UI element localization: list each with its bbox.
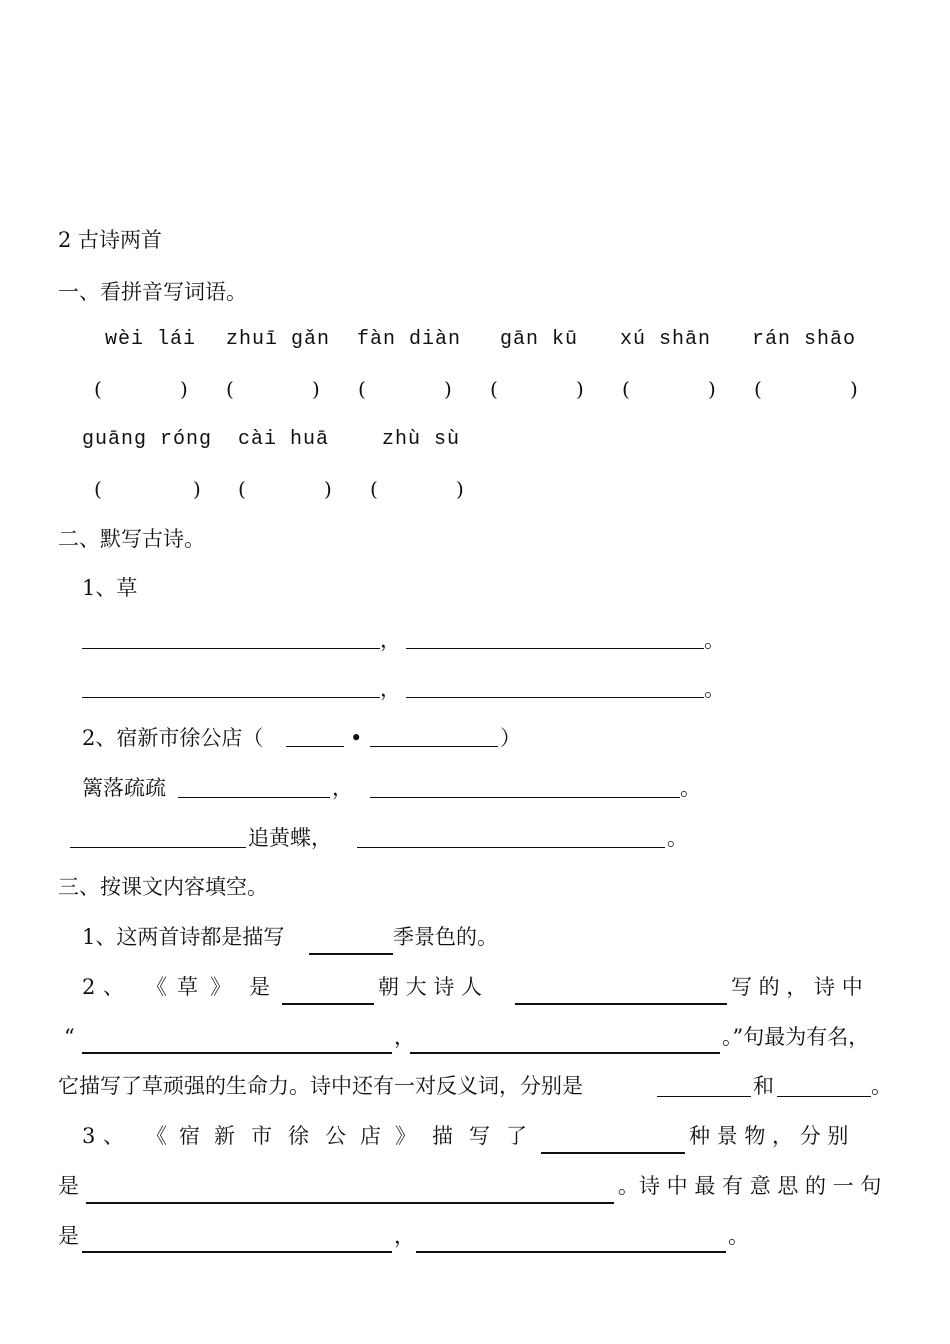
paren-close: ）: [500, 726, 521, 750]
q2-text: 写 的 ， 诗 中: [731, 975, 863, 999]
answer-paren-open: (: [754, 377, 762, 401]
q3-char: 3: [82, 1124, 96, 1148]
q3-char: 公: [325, 1124, 346, 1148]
blank-line[interactable]: [70, 847, 246, 848]
answer-paren-open: (: [622, 377, 630, 401]
q3-char: 、: [103, 1124, 124, 1148]
q2-text: 和: [753, 1074, 774, 1098]
q3-char: 店: [360, 1124, 381, 1148]
poem-2-title: 2、宿新市徐公店（: [82, 726, 264, 750]
q2-char: 》: [210, 975, 231, 999]
blank-line[interactable]: [82, 1052, 392, 1054]
blank-line[interactable]: [416, 1251, 726, 1253]
pinyin-item: wèi lái: [105, 328, 197, 351]
answer-paren-close: ): [324, 477, 332, 501]
question-1-text: 季景色的。: [393, 925, 498, 949]
page-title: 2 古诗两首: [58, 228, 163, 252]
punct-period: 。: [667, 826, 688, 850]
q3-text: 是: [58, 1174, 79, 1198]
punct-comma: ，: [332, 776, 353, 800]
answer-paren-close: ): [850, 377, 858, 401]
question-1-text: 1、这两首诗都是描写: [82, 925, 285, 949]
dot-separator: •: [350, 726, 363, 750]
answer-paren-close: ): [456, 477, 464, 501]
punct-period: 。: [680, 776, 701, 800]
blank-line[interactable]: [515, 1003, 727, 1005]
poem-line-start: 篱落疏疏: [82, 776, 166, 800]
q2-text: 它描写了草顽强的生命力。诗中还有一对反义词，分别是: [58, 1074, 583, 1098]
pinyin-item: fàn diàn: [357, 328, 462, 351]
answer-paren-open: (: [238, 477, 246, 501]
pinyin-item: guāng róng: [82, 428, 213, 451]
answer-paren-close: ): [312, 377, 320, 401]
answer-paren-close: ): [444, 377, 452, 401]
q2-char: 是: [249, 975, 270, 999]
blank-line[interactable]: [82, 697, 380, 698]
section-2-heading: 二、默写古诗。: [58, 527, 205, 551]
blank-line[interactable]: [370, 746, 498, 747]
q3-text: 。诗 中 最 有 意 思 的 一 句: [618, 1174, 882, 1198]
blank-line[interactable]: [82, 648, 380, 649]
blank-line[interactable]: [406, 697, 704, 698]
punct-comma: ，: [380, 677, 401, 701]
answer-paren-open: (: [226, 377, 234, 401]
q3-text: 种 景 物 ， 分 别: [689, 1124, 849, 1148]
quote-open: “: [64, 1025, 75, 1049]
answer-paren-open: (: [94, 377, 102, 401]
blank-line[interactable]: [309, 953, 393, 955]
blank-line[interactable]: [82, 1251, 392, 1253]
q3-char: 市: [251, 1124, 272, 1148]
answer-paren-close: ): [576, 377, 584, 401]
q3-char: 徐: [288, 1124, 309, 1148]
section-1-heading: 一、看拼音写词语。: [58, 280, 247, 304]
answer-paren-open: (: [490, 377, 498, 401]
blank-line[interactable]: [406, 648, 704, 649]
pinyin-item: xú shān: [620, 328, 712, 351]
section-3-heading: 三、按课文内容填空。: [58, 875, 268, 899]
q3-char: 了: [506, 1124, 527, 1148]
q3-char: 》: [395, 1124, 416, 1148]
blank-line[interactable]: [178, 797, 330, 798]
blank-line[interactable]: [777, 1096, 871, 1097]
q2-char: 《: [146, 975, 167, 999]
blank-line[interactable]: [282, 1003, 374, 1005]
punct-period: 。: [871, 1074, 892, 1098]
q3-text: 是: [58, 1224, 79, 1248]
q3-char: 《: [146, 1124, 167, 1148]
blank-line[interactable]: [370, 797, 680, 798]
blank-line[interactable]: [286, 746, 344, 747]
punct-period: 。: [728, 1224, 749, 1248]
answer-paren-open: (: [370, 477, 378, 501]
blank-line[interactable]: [86, 1202, 614, 1204]
answer-paren-close: ): [708, 377, 716, 401]
q2-text: 朝 大 诗 人: [378, 975, 483, 999]
q3-char: 新: [214, 1124, 235, 1148]
punct-period: 。: [704, 677, 725, 701]
pinyin-item: cài huā: [238, 428, 330, 451]
blank-line[interactable]: [541, 1152, 685, 1154]
pinyin-item: zhù sù: [382, 428, 461, 451]
blank-line[interactable]: [657, 1096, 751, 1097]
punct-comma: ，: [394, 1025, 415, 1049]
answer-paren-close: ): [180, 377, 188, 401]
answer-paren-open: (: [94, 477, 102, 501]
blank-line[interactable]: [410, 1052, 720, 1054]
poem-line-mid: 追黄蝶，: [248, 826, 332, 850]
pinyin-item: rán shāo: [752, 328, 857, 351]
q2-char: 2: [82, 975, 96, 999]
q3-char: 描: [432, 1124, 453, 1148]
punct-comma: ，: [380, 628, 401, 652]
q3-char: 宿: [179, 1124, 200, 1148]
q3-char: 写: [469, 1124, 490, 1148]
blank-line[interactable]: [357, 847, 665, 848]
q2-char: 草: [177, 975, 198, 999]
q2-text: 。”句最为有名，: [722, 1025, 870, 1049]
punct-period: 。: [704, 628, 725, 652]
punct-comma: ，: [394, 1224, 415, 1248]
pinyin-item: zhuī gǎn: [226, 328, 331, 351]
pinyin-item: gān kū: [500, 328, 579, 351]
q2-char: 、: [103, 975, 124, 999]
answer-paren-close: ): [193, 477, 201, 501]
answer-paren-open: (: [358, 377, 366, 401]
poem-1-title: 1、草: [82, 576, 138, 600]
